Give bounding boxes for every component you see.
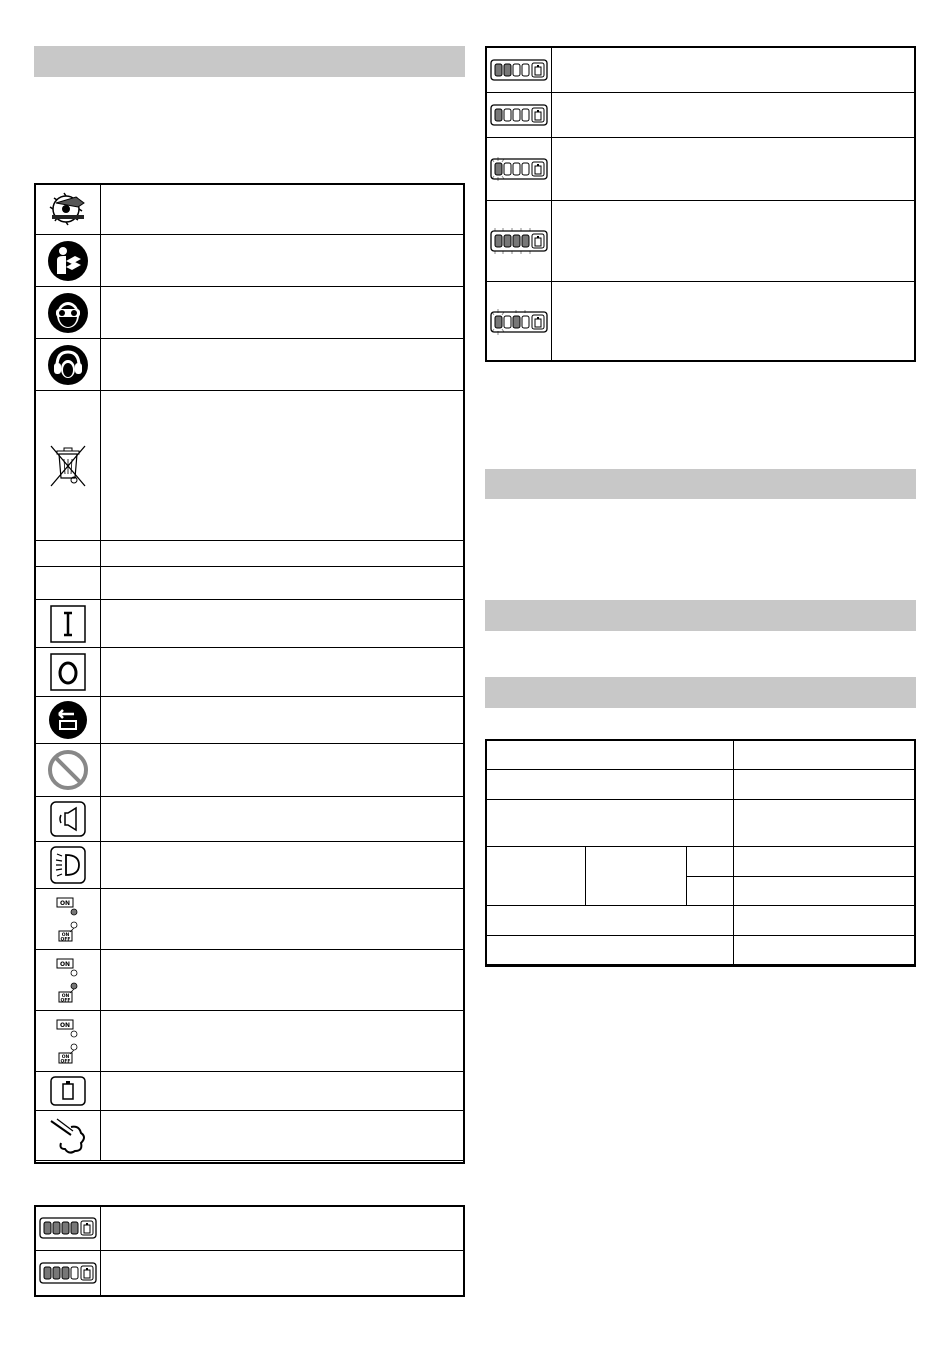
symbol-icon-cell [35, 184, 101, 235]
symbol-description [101, 287, 464, 339]
battery-icon-cell [486, 201, 552, 282]
spec-label [486, 770, 734, 800]
power-on-icon [50, 605, 86, 643]
symbol-icon-cell [35, 842, 101, 889]
symbol-row [35, 1011, 464, 1072]
battery-indicator-description [552, 201, 915, 282]
spec-value [734, 877, 916, 906]
spec-value [734, 740, 916, 770]
symbol-row [35, 744, 464, 797]
eye-protection-icon [47, 292, 89, 334]
battery-indicator-description [552, 282, 915, 362]
battery-indicator-row [35, 1251, 464, 1296]
battery-indicator-description [552, 47, 915, 93]
battery-indicator-row [486, 282, 915, 362]
battery-icon-cell [486, 282, 552, 362]
battery-icon-cell [35, 1206, 101, 1251]
battery-indicator-description [552, 138, 915, 201]
symbol-description [101, 950, 464, 1011]
battery-indicator-description [101, 1251, 464, 1296]
spec-label [486, 800, 734, 847]
specification-table [485, 739, 916, 965]
symbol-icon-cell [35, 950, 101, 1011]
symbol-row [35, 287, 464, 339]
symbol-description [101, 567, 464, 600]
symbol-row [35, 842, 464, 889]
symbol-icon-cell [35, 697, 101, 744]
symbol-row [35, 567, 464, 600]
symbol-row [35, 889, 464, 950]
spec-label [486, 847, 586, 906]
spec-label [486, 906, 734, 936]
spec-row [486, 936, 916, 965]
spec-value [734, 906, 916, 936]
circular-saw-icon [48, 189, 88, 229]
svg-text:OFF: OFF [60, 1059, 70, 1064]
weee-crossed-bin-icon [48, 444, 88, 488]
section-header-bar [485, 600, 916, 631]
symbols-table [34, 183, 464, 1161]
battery-level-4-icon [39, 1217, 97, 1239]
battery-level-blink-alt-icon [489, 307, 549, 337]
symbol-row [35, 339, 464, 391]
battery-indicator-row [486, 201, 915, 282]
read-manual-icon [47, 240, 89, 282]
battery-icon-cell [486, 47, 552, 93]
symbol-row [35, 648, 464, 697]
spec-row [486, 770, 916, 800]
symbol-row [35, 541, 464, 567]
symbol-description [101, 697, 464, 744]
symbol-description [101, 1011, 464, 1072]
symbol-icon-cell [35, 648, 101, 697]
symbol-description [101, 235, 464, 287]
prohibited-icon [47, 749, 89, 791]
svg-text:ON: ON [61, 1055, 69, 1060]
symbol-icon-cell [35, 797, 101, 842]
symbol-description [101, 842, 464, 889]
spec-value [734, 770, 916, 800]
section-header-bar [485, 677, 916, 708]
symbol-row [35, 600, 464, 648]
battery-remove-icon [48, 700, 88, 740]
battery-level-blink-all-icon [489, 226, 549, 256]
symbol-icon-cell [35, 600, 101, 648]
symbol-description [101, 600, 464, 648]
on-off-switch-icon [55, 957, 81, 1003]
spec-label [486, 740, 734, 770]
symbol-row [35, 950, 464, 1011]
symbol-description [101, 339, 464, 391]
symbol-row [35, 697, 464, 744]
spec-unit [687, 847, 734, 877]
overload-icon [47, 1117, 89, 1155]
symbol-description [101, 889, 464, 950]
svg-text:ON: ON [61, 933, 69, 938]
symbol-icon-cell [35, 567, 101, 600]
symbol-icon-cell [35, 744, 101, 797]
symbol-description [101, 391, 464, 541]
battery-level-2-icon [490, 59, 548, 81]
spec-value [734, 847, 916, 877]
symbol-row [35, 184, 464, 235]
battery-indicator-row [486, 138, 915, 201]
symbol-icon-cell [35, 889, 101, 950]
symbol-icon-cell [35, 1111, 101, 1161]
lamp-icon [50, 846, 86, 884]
battery-indicator-description [101, 1206, 464, 1251]
battery-indicator-table [34, 1205, 464, 1296]
symbol-description [101, 184, 464, 235]
section-header-bar [34, 46, 465, 77]
battery-indicator-table-right [485, 46, 915, 362]
svg-text:ON: ON [59, 961, 70, 968]
spec-row [486, 906, 916, 936]
symbol-description [101, 744, 464, 797]
symbol-description [101, 648, 464, 697]
on-off-switch-icon [55, 896, 81, 942]
section-header-bar [485, 469, 916, 499]
on-off-switch-icon [55, 1018, 81, 1064]
svg-text:OFF: OFF [60, 998, 70, 1003]
battery-indicator-description [552, 93, 915, 138]
battery-level-blink-1-icon [489, 155, 549, 183]
spec-sublabel [586, 847, 687, 906]
spec-row [486, 800, 916, 847]
symbol-icon-cell [35, 287, 101, 339]
symbol-description [101, 1111, 464, 1161]
symbol-icon-cell [35, 541, 101, 567]
spec-value [734, 800, 916, 847]
symbol-row [35, 1111, 464, 1161]
spec-label [486, 936, 734, 965]
svg-text:ON: ON [61, 994, 69, 999]
ear-protection-icon [47, 344, 89, 386]
battery-icon [50, 1076, 86, 1106]
spec-unit [687, 877, 734, 906]
svg-text:ON: ON [59, 900, 70, 907]
battery-indicator-row [486, 47, 915, 93]
battery-level-3-icon [39, 1262, 97, 1284]
spec-value [734, 936, 916, 965]
battery-icon-cell [35, 1251, 101, 1296]
symbol-description [101, 541, 464, 567]
symbol-icon-cell [35, 1072, 101, 1111]
battery-icon-cell [486, 93, 552, 138]
battery-icon-cell [486, 138, 552, 201]
symbol-row [35, 1072, 464, 1111]
svg-text:ON: ON [59, 1022, 70, 1029]
battery-level-1-icon [490, 104, 548, 126]
spec-row [486, 847, 916, 877]
symbol-icon-cell [35, 235, 101, 287]
symbol-row [35, 797, 464, 842]
svg-text:OFF: OFF [60, 937, 70, 942]
symbol-description [101, 1072, 464, 1111]
battery-indicator-row [486, 93, 915, 138]
symbol-icon-cell [35, 339, 101, 391]
symbol-description [101, 797, 464, 842]
symbol-icon-cell [35, 1011, 101, 1072]
speaker-icon [50, 801, 86, 837]
symbol-row [35, 391, 464, 541]
battery-indicator-row [35, 1206, 464, 1251]
spec-row [486, 740, 916, 770]
symbol-icon-cell [35, 391, 101, 541]
symbol-row [35, 235, 464, 287]
power-off-icon [50, 653, 86, 691]
